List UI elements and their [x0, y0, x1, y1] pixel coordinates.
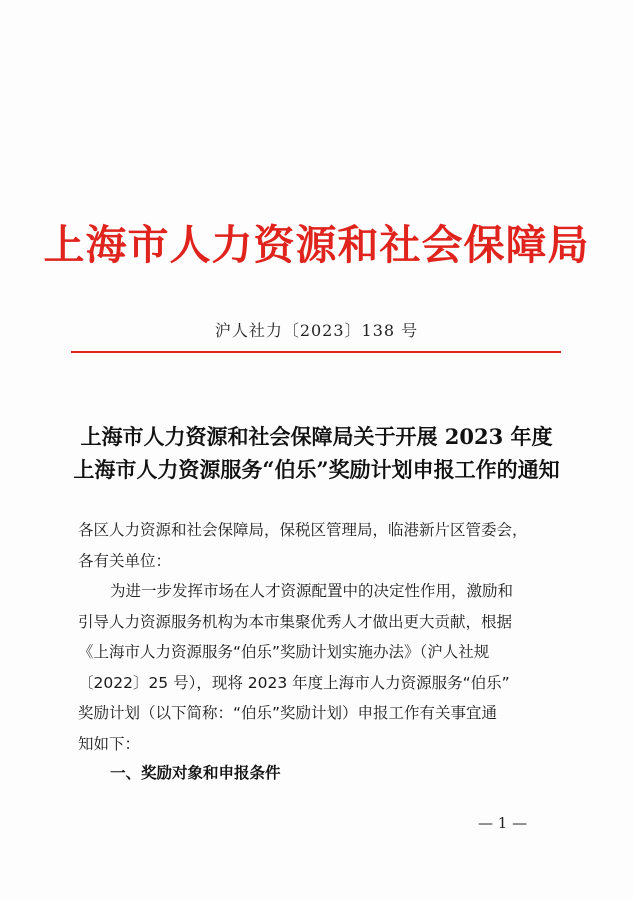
- paragraph-line: 引导人力资源服务机构为本市集聚优秀人才做出更大贡献，根据: [78, 612, 513, 631]
- page-number: — 1 —: [478, 814, 528, 832]
- paragraph-line: 《上海市人力资源服务“伯乐”奖励计划实施办法》（沪人社规: [78, 643, 490, 661]
- paragraph-line: 为进一步发挥市场在人才资源配置中的决定性作用，激励和: [110, 582, 514, 600]
- document-number: 沪人社力〔2023〕138 号: [214, 321, 419, 340]
- notice-title-line-1: 上海市人力资源和社会保障局关于开展 2023 年度: [80, 424, 553, 449]
- section-heading: 一、奖励对象和申报条件: [110, 764, 281, 782]
- notice-title-line-2: 上海市人力资源服务“伯乐”奖励计划申报工作的通知: [73, 457, 560, 482]
- paragraph-line: 〔2022〕25 号），现将 2023 年度上海市人力资源服务“伯乐”: [78, 673, 510, 692]
- addressee-line-2: 各有关单位：: [78, 551, 172, 570]
- paragraph-line: 知如下：: [78, 734, 141, 753]
- paragraph-line: 奖励计划（以下简称：“伯乐”奖励计划）申报工作有关事宜通: [78, 704, 498, 722]
- addressee-line-1: 各区人力资源和社会保障局，保税区管理局，临港新片区管委会，: [78, 521, 528, 539]
- notice-body: [78, 515, 560, 759]
- agency-header-title: 上海市人力资源和社会保障局: [43, 221, 590, 269]
- red-divider-line: [71, 351, 561, 353]
- notice-title: [0, 420, 633, 486]
